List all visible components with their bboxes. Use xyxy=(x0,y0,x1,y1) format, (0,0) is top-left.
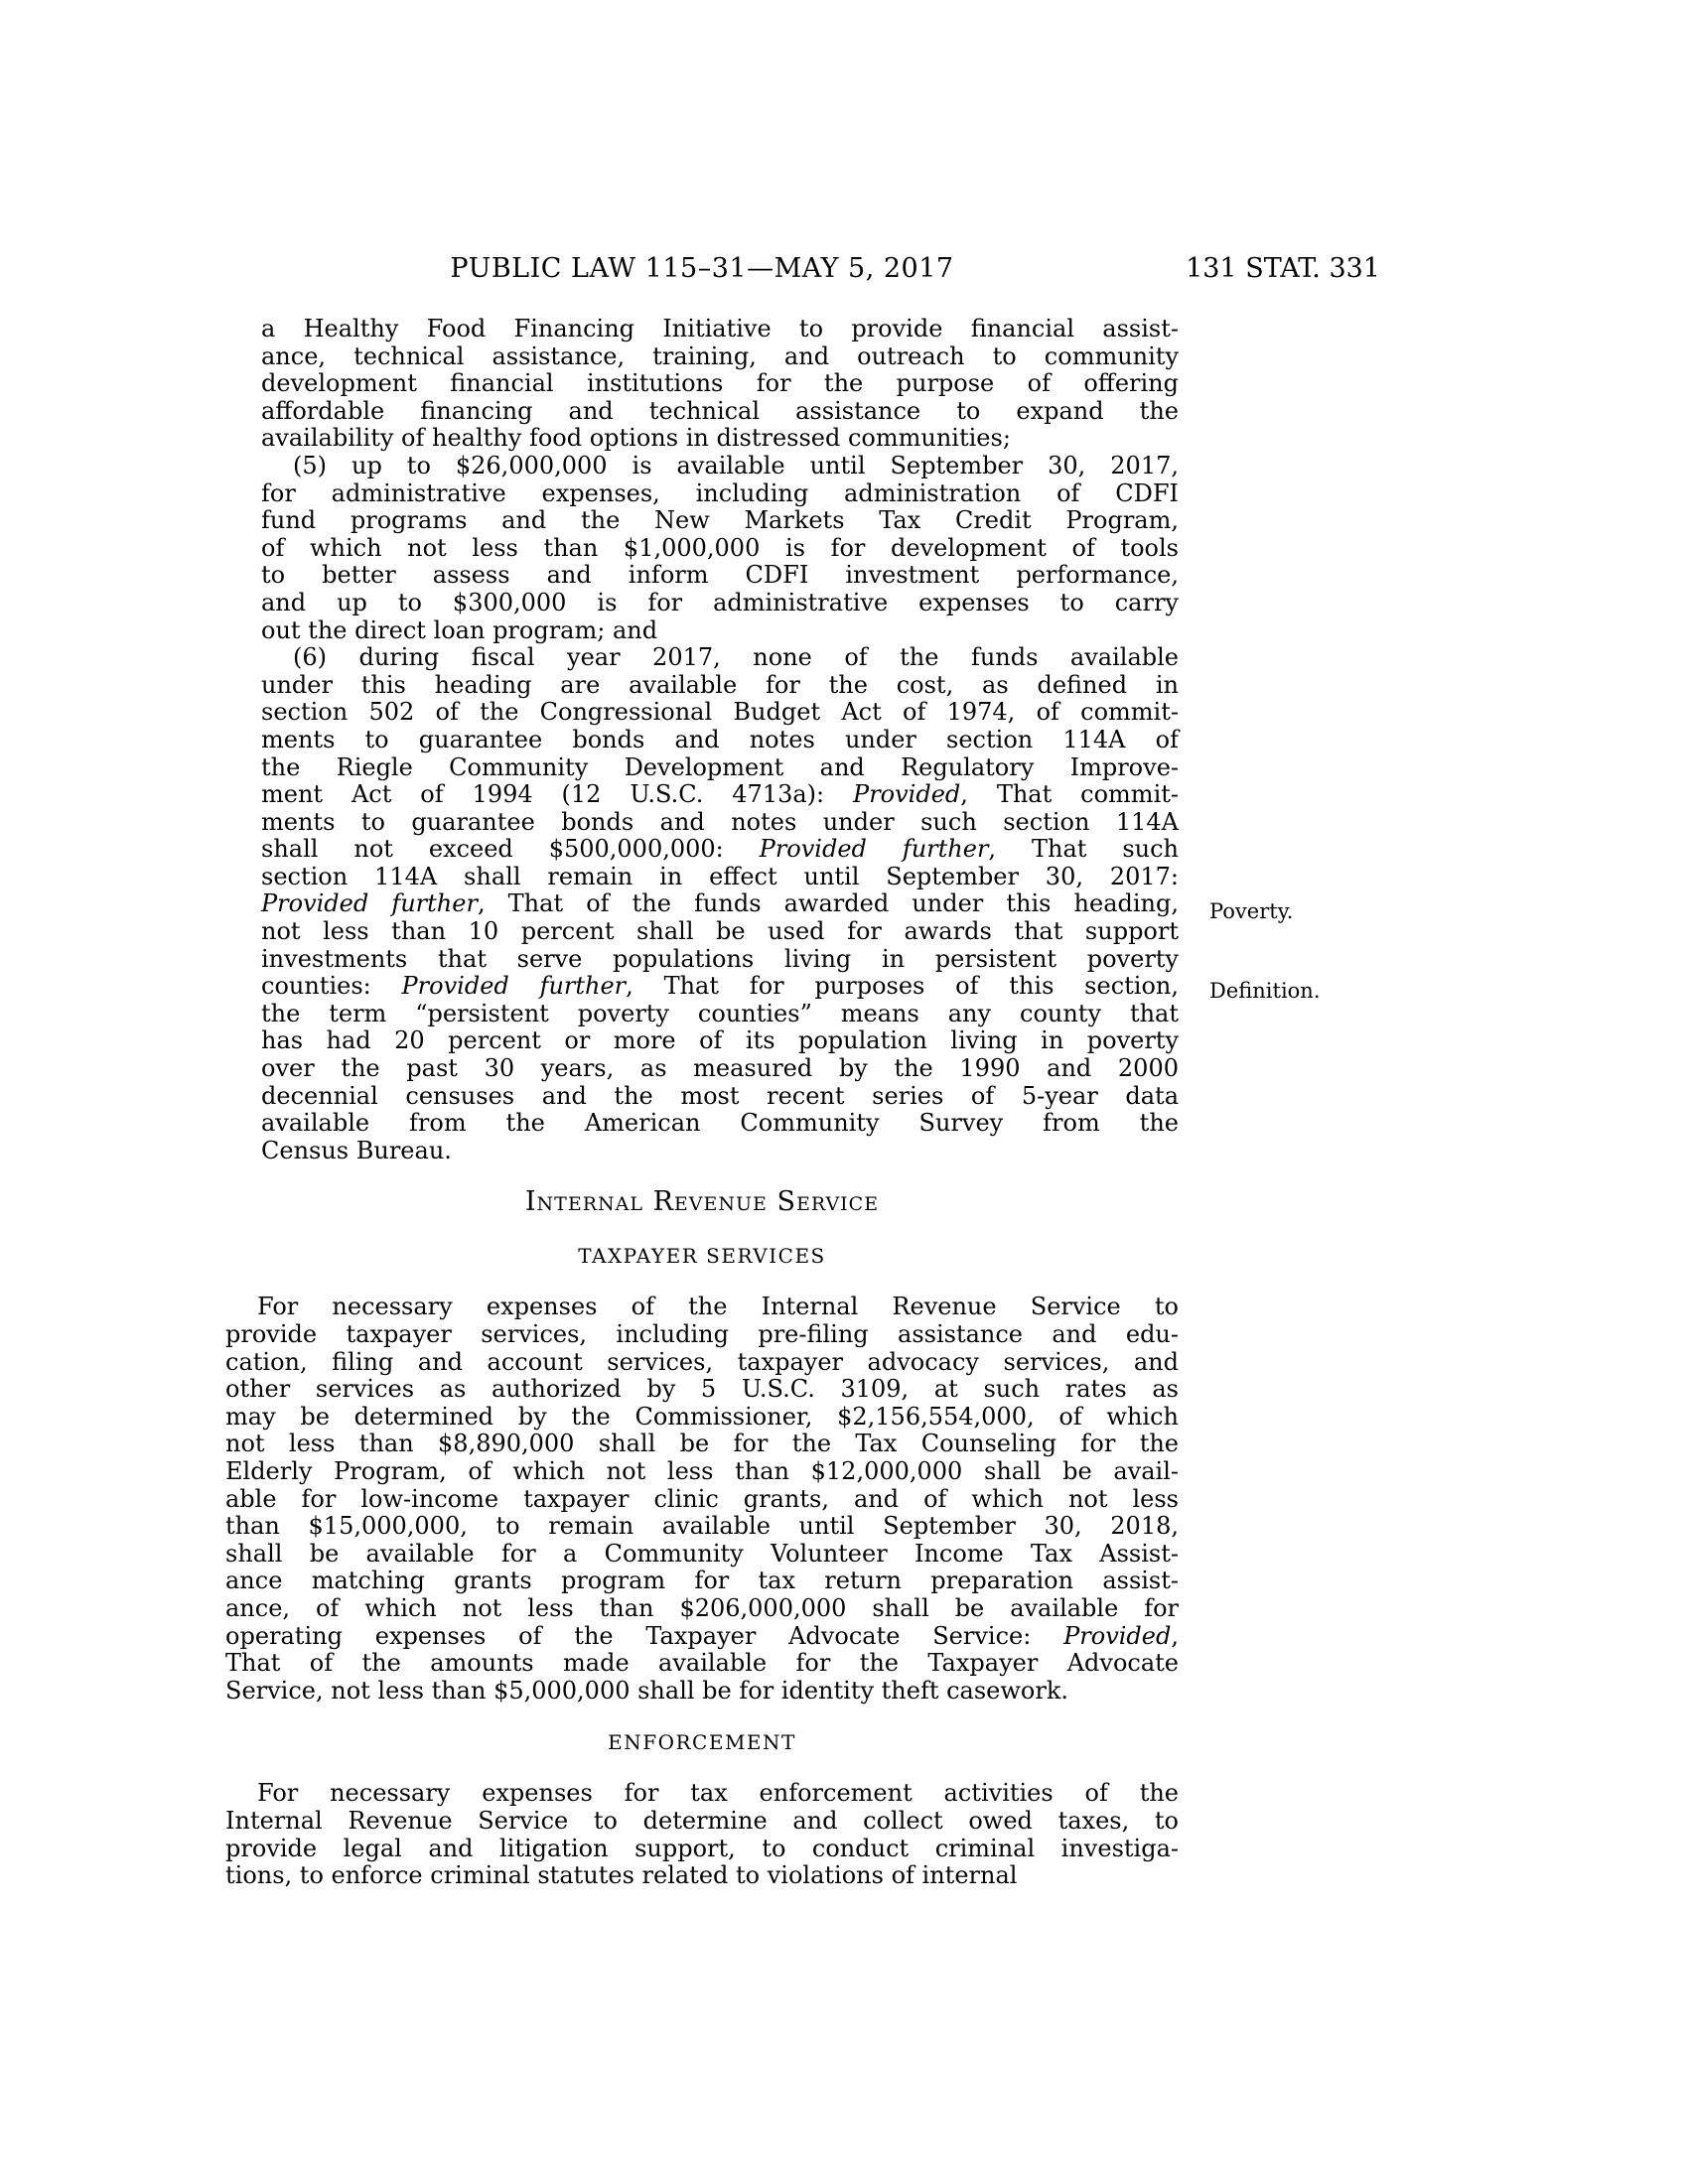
text-line: affordable financing and technical assistance to expand the xyxy=(261,396,1179,425)
paragraph-clause-5 xyxy=(261,453,1179,644)
text-line: That of the amounts made available for the Taxpayer Advocate xyxy=(225,1649,1179,1678)
paragraph-healthy-food-continuation xyxy=(261,316,1179,453)
paragraph-taxpayer-services-appropriation xyxy=(225,1294,1179,1705)
statute-text-column xyxy=(225,316,1179,1890)
margin-note-poverty: Poverty. xyxy=(1209,899,1294,923)
text-line: ance matching grants program for tax return preparation assist- xyxy=(225,1567,1179,1595)
text-line: (6) during fiscal year 2017, none of the funds available xyxy=(293,643,1179,672)
text-line: ance, of which not less than $206,000,000 shall be available for xyxy=(225,1593,1179,1622)
paragraph-clause-6 xyxy=(261,644,1179,1164)
text-line: not less than 10 percent shall be used for awards that support xyxy=(261,917,1179,946)
text-line: (5) up to $26,000,000 is available until September 30, 2017, xyxy=(293,451,1179,479)
text-line: Service, not less than $5,000,000 shall be for identity theft casework. xyxy=(225,1676,1069,1705)
running-header xyxy=(225,252,1380,286)
text-line: for administrative expenses, including administration of CDFI xyxy=(261,478,1179,507)
text-line: ments to guarantee bonds and notes under section 114A of xyxy=(261,725,1179,753)
running-header-law-title: PUBLIC LAW 115–31—MAY 5, 2017 xyxy=(450,253,954,284)
text-line: not less than $8,890,000 shall be for the Tax Counseling for the xyxy=(225,1430,1179,1458)
text-line: the Riegle Community Development and Regulatory Improve- xyxy=(261,752,1179,781)
text-line: ance, technical assistance, training, and outreach to community xyxy=(261,341,1179,370)
text-line: For necessary expenses of the Internal Revenue Service to xyxy=(257,1293,1179,1321)
text-line: section 502 of the Congressional Budget Act of 1974, of commit- xyxy=(261,698,1179,727)
text-line: to better assess and inform CDFI investment performance, xyxy=(261,561,1179,590)
text-line: other services as authorized by 5 U.S.C. 3109, at such rates as xyxy=(225,1375,1179,1404)
heading-enforcement: ENFORCEMENT xyxy=(608,1730,796,1755)
text-line: ment Act of 1994 (12 U.S.C. 4713a): Provided, That commit- xyxy=(261,780,1179,809)
text-line: decennial censuses and the most recent series of 5-year data xyxy=(261,1081,1179,1110)
text-line: development financial institutions for the purpose of offering xyxy=(261,369,1179,398)
text-line: availability of healthy food options in distressed communities; xyxy=(261,424,1011,453)
text-line: Provided further, That of the funds awarded under this heading, xyxy=(261,889,1180,918)
text-line: For necessary expenses for tax enforcement activities of the xyxy=(257,1779,1179,1808)
heading-taxpayer-services: TAXPAYER SERVICES xyxy=(578,1244,826,1269)
text-line: tions, to enforce criminal statutes related to violations of internal xyxy=(225,1861,1018,1890)
text-line: and up to $300,000 is for administrative expenses to carry xyxy=(261,588,1179,616)
text-line: a Healthy Food Financing Initiative to provide financial assist- xyxy=(261,315,1179,342)
text-line: shall be available for a Community Volunteer Income Tax Assist- xyxy=(225,1539,1179,1568)
text-line: provide legal and litigation support, to conduct criminal investiga- xyxy=(225,1834,1179,1862)
text-line: ments to guarantee bonds and notes under such section 114A xyxy=(261,807,1179,836)
text-line: operating expenses of the Taxpayer Advocate Service: Provided, xyxy=(225,1621,1179,1650)
text-line: out the direct loan program; and xyxy=(261,615,658,644)
text-line: shall not exceed $500,000,000: Provided further, That such xyxy=(261,835,1179,864)
text-line: available from the American Community Survey from the xyxy=(261,1109,1179,1138)
text-line: cation, filing and account services, taxpayer advocacy services, and xyxy=(225,1347,1179,1376)
text-line: of which not less than $1,000,000 is for development of tools xyxy=(261,533,1179,562)
text-line: Internal Revenue Service to determine and collect owed taxes, to xyxy=(225,1806,1179,1835)
heading-internal-revenue-service: Internal Revenue Service xyxy=(524,1186,880,1218)
text-line: investments that serve populations living in persistent poverty xyxy=(261,944,1179,973)
text-line: than $15,000,000, to remain available until September 30, 2018, xyxy=(225,1512,1179,1541)
text-line: section 114A shall remain in effect until September 30, 2017: xyxy=(261,862,1179,890)
text-line: Elderly Program, of which not less than $12,000,000 shall be avail- xyxy=(225,1456,1179,1485)
text-line: the term “persistent poverty counties” means any county that xyxy=(261,999,1179,1027)
margin-note-definition: Definition. xyxy=(1209,979,1321,1003)
text-line: under this heading are available for the cost, as defined in xyxy=(261,670,1179,699)
text-line: provide taxpayer services, including pre-filing assistance and edu- xyxy=(225,1320,1179,1348)
text-line: over the past 30 years, as measured by the 1990 and 2000 xyxy=(261,1054,1179,1083)
text-line: counties: Provided further, That for purposes of this section, xyxy=(261,972,1179,1001)
text-line: Census Bureau. xyxy=(261,1136,452,1164)
text-line: fund programs and the New Markets Tax Credit Program, xyxy=(261,506,1179,535)
paragraph-enforcement-appropriation xyxy=(225,1780,1179,1889)
text-line: may be determined by the Commissioner, $2,156,554,000, of which xyxy=(225,1402,1179,1431)
text-line: able for low-income taxpayer clinic grants, and of which not less xyxy=(225,1484,1179,1513)
running-header-stat-page-number: 131 STAT. 331 xyxy=(1186,253,1380,284)
text-line: has had 20 percent or more of its population living in poverty xyxy=(261,1026,1179,1055)
